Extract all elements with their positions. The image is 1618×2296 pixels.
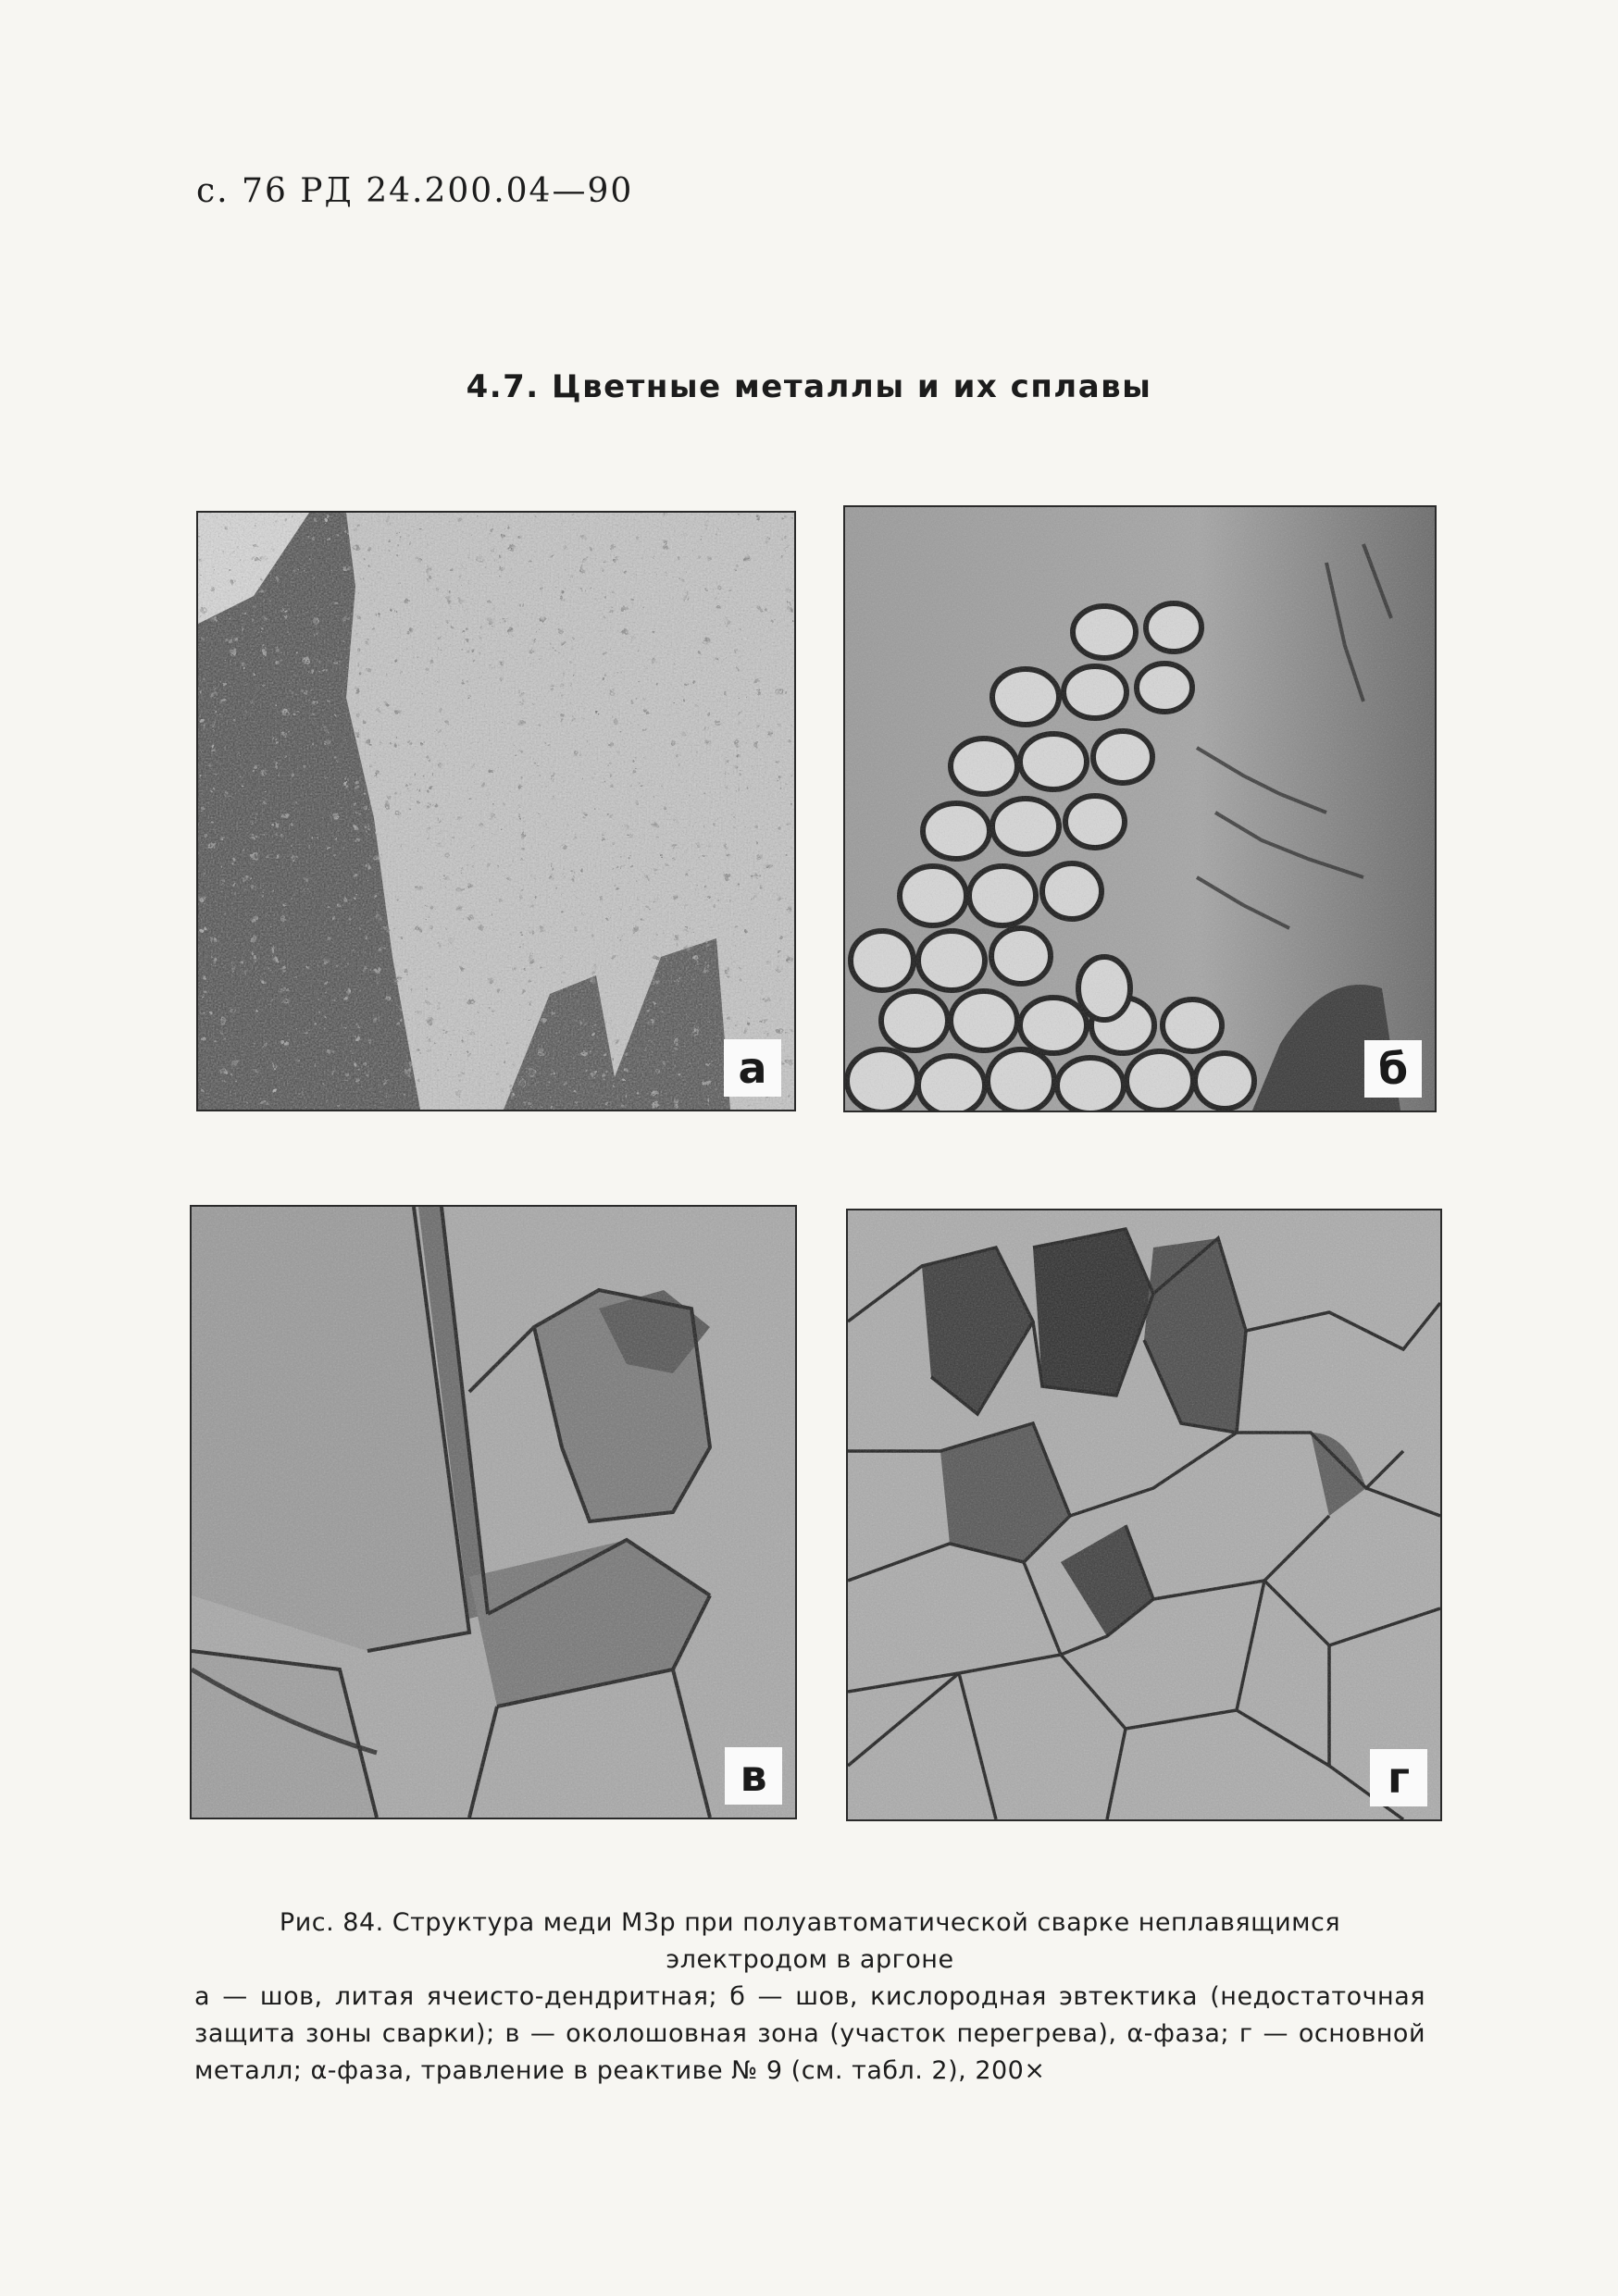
micrograph-c-label: в [725,1747,782,1805]
figure-caption-body: а — шов, литая ячеисто-дендритная; б — шов, кислородная эвтектика (недостаточная защита зоны сварки); в — околошовная зона (участок перегрева), α-фаза; г — основной металл; α-фаза, травление в реактиве № 9 (см. табл. 2), 200× [194,1982,1425,2085]
section-title: 4.7. Цветные металлы и их сплавы [466,368,1152,405]
figure-caption-title: Рис. 84. Структура меди М3р при полуавтоматической сварке неплавящимся электродом в аргоне [279,1908,1341,1974]
figure-caption [194,1905,1425,2090]
micrograph-d-label: г [1370,1749,1427,1806]
micrograph-d [846,1209,1442,1821]
micrograph-c-image [192,1207,795,1818]
micrograph-b-image [845,507,1435,1111]
page-header: с. 76 РД 24.200.04—90 [196,172,634,210]
micrograph-a-image [198,513,794,1110]
micrograph-c [190,1205,797,1819]
micrograph-d-image [848,1210,1440,1819]
micrograph-b [843,505,1437,1112]
micrograph-a-label: а [724,1039,781,1097]
micrograph-b-label: б [1364,1040,1422,1098]
micrograph-a [196,511,796,1111]
